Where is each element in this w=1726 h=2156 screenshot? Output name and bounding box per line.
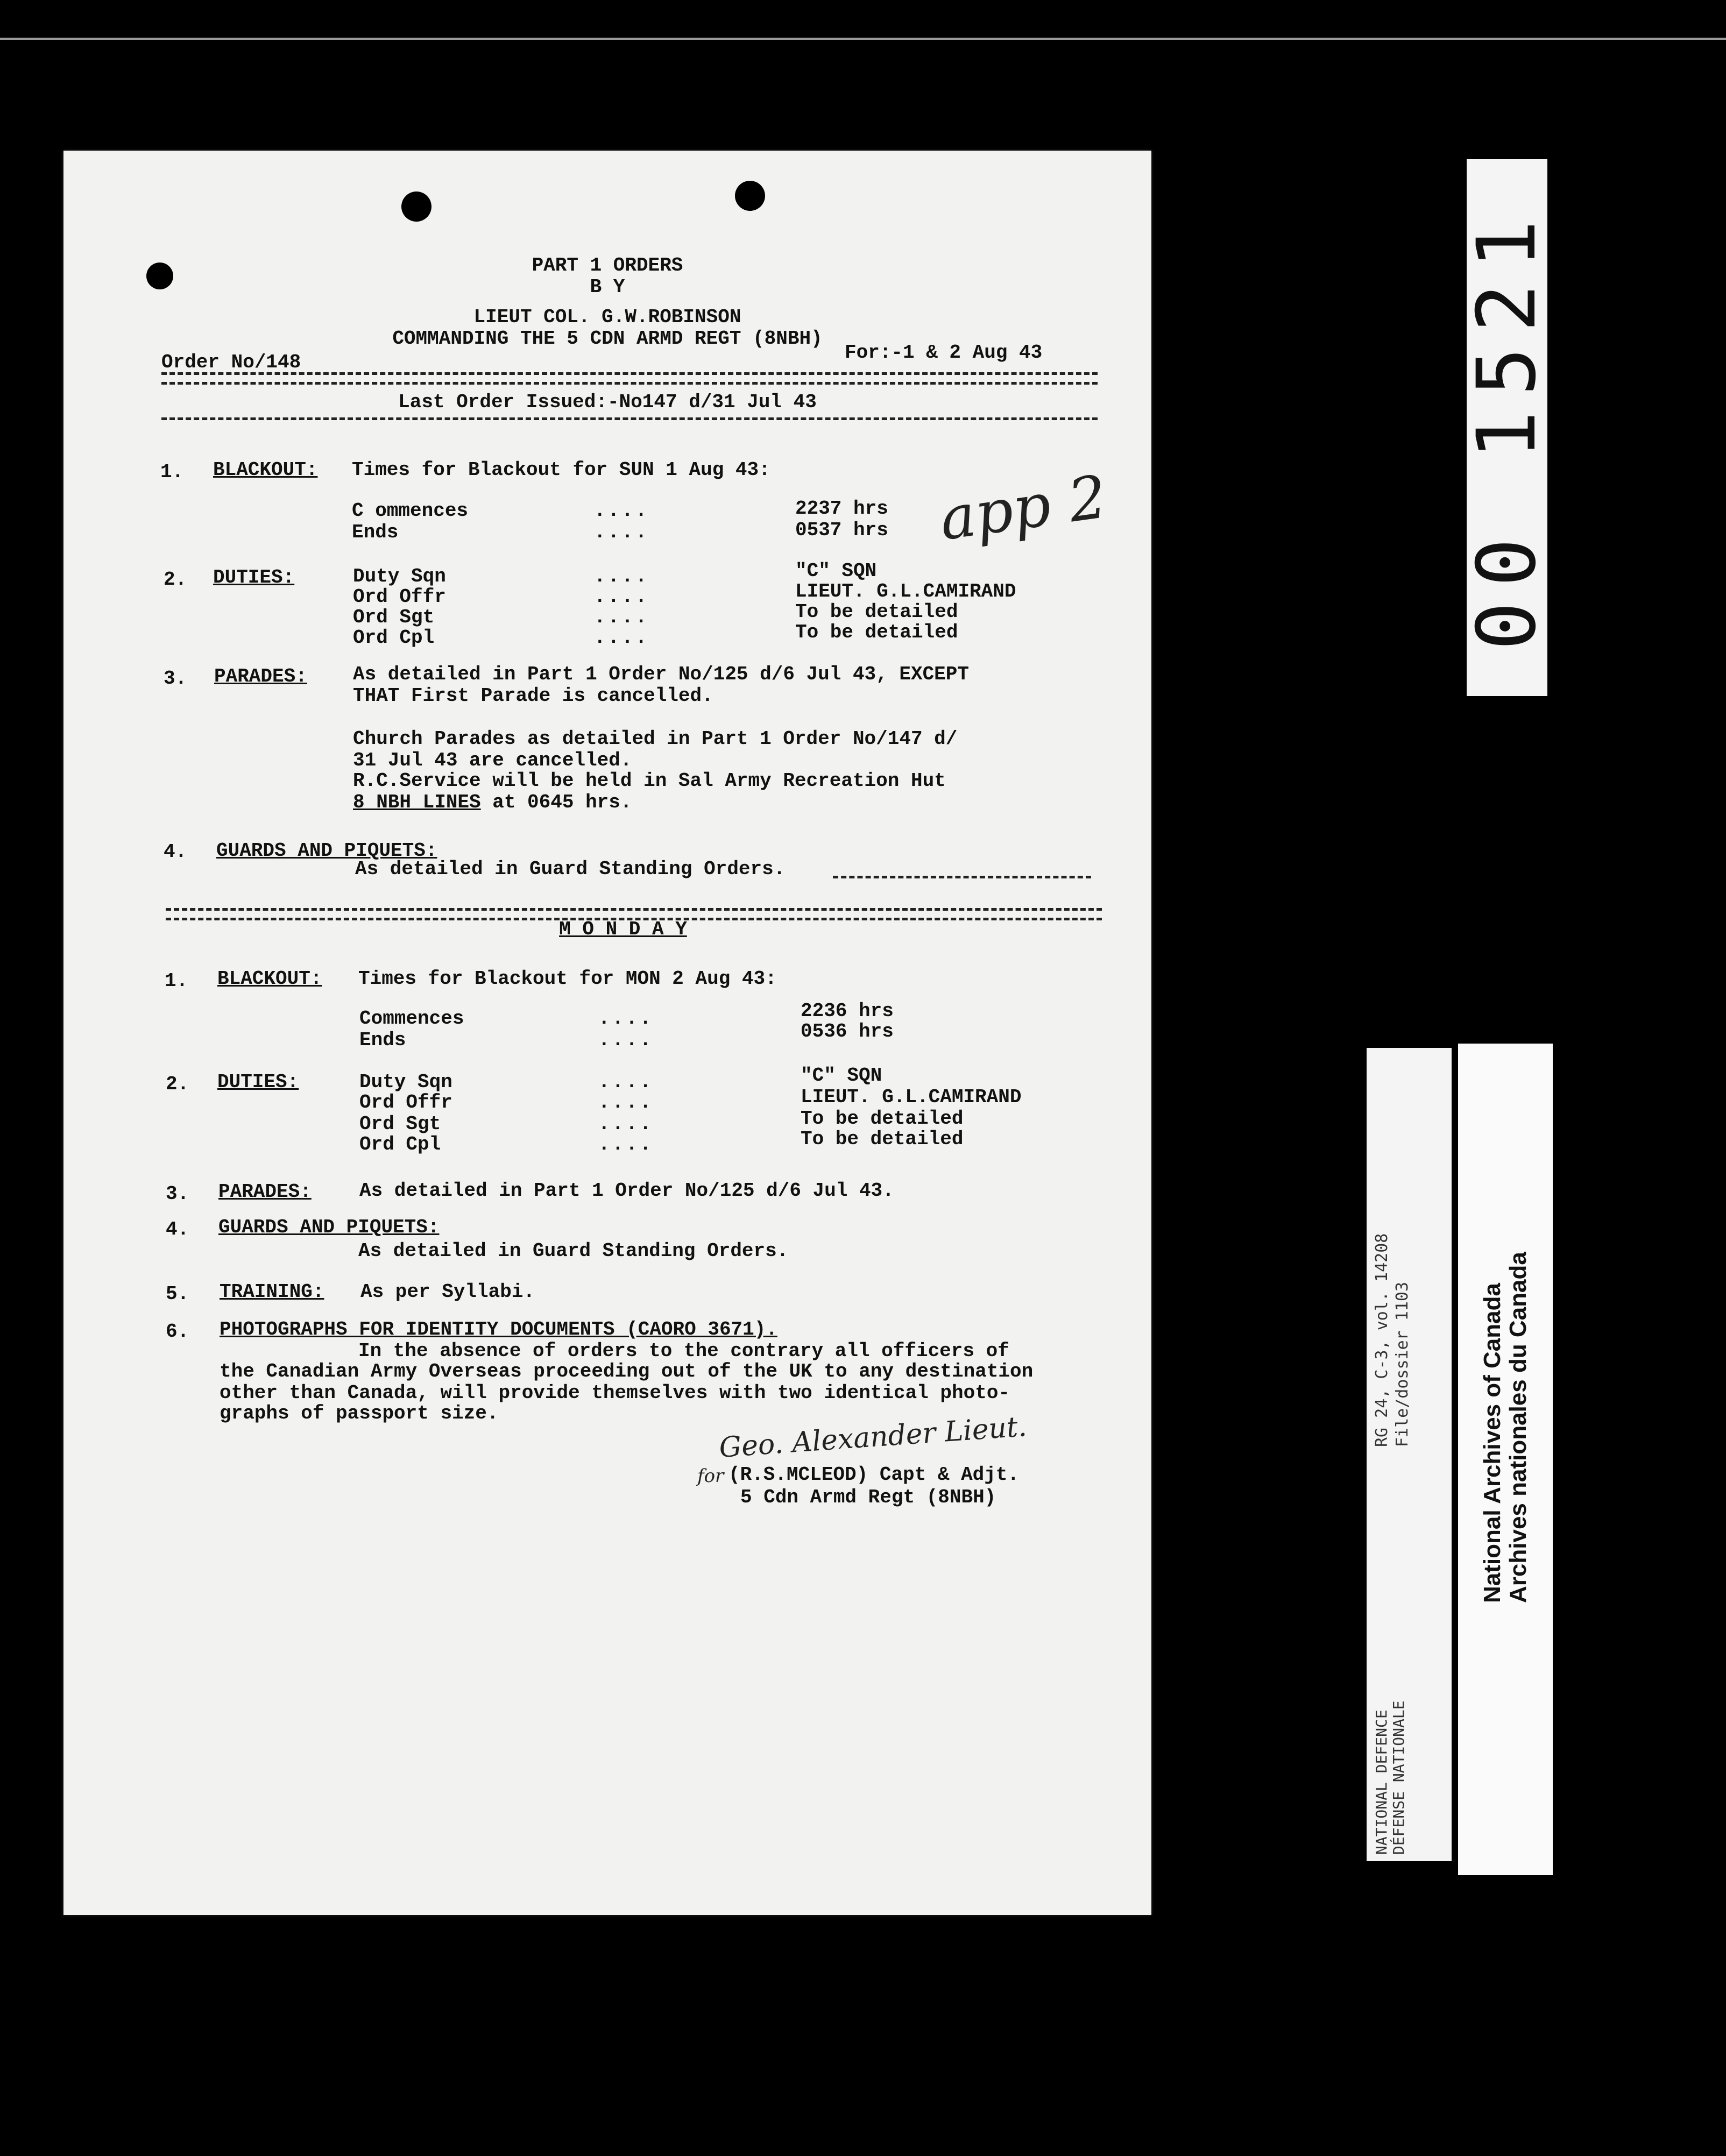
guards-heading: GUARDS AND PIQUETS: — [216, 840, 437, 862]
parades-line: R.C.Service will be held in Sal Army Recreation Hut — [353, 770, 946, 792]
leader-dots: .... — [594, 606, 649, 628]
commences-value: 2237 hrs — [795, 498, 888, 520]
handwritten-for: for — [697, 1465, 724, 1487]
reference-line-2: File/dossier 1103 — [1393, 1281, 1412, 1447]
leader-dots: .... — [594, 565, 649, 587]
scanner-frame-line — [0, 38, 1726, 40]
duty-label: Duty Sqn — [359, 1071, 452, 1093]
leader-dots: .... — [594, 521, 649, 543]
leader-dots: .... — [598, 1091, 654, 1114]
item-number: 4. — [164, 841, 187, 863]
national-archives-label — [1458, 1044, 1553, 1875]
parades-line: 31 Jul 43 are cancelled. — [353, 749, 632, 771]
dashed-rule — [166, 908, 1102, 911]
duty-label: Ord Sgt — [359, 1113, 441, 1135]
training-heading: TRAINING: — [220, 1281, 324, 1303]
archives-name-fr: Archives nationales du Canada — [1505, 1252, 1531, 1603]
commanding-unit: COMMANDING THE 5 CDN ARMD REGT (8NBH) — [392, 328, 823, 350]
archives-name-en: National Archives of Canada — [1479, 1283, 1505, 1603]
frame-number: 00 1521 — [1460, 204, 1554, 651]
item-number: 2. — [166, 1073, 189, 1095]
parades-line: As detailed in Part 1 Order No/125 d/6 Jul 43, EXCEPT — [353, 663, 969, 685]
dashed-rule — [161, 382, 1098, 385]
leader-dots: .... — [598, 1133, 654, 1155]
dept-line-2: DÉFENSE NATIONALE — [1390, 1700, 1407, 1855]
order-date: For:-1 & 2 Aug 43 — [845, 342, 1043, 364]
duty-value: "C" SQN — [801, 1065, 882, 1087]
leader-dots: .... — [598, 1071, 654, 1093]
signatory-unit: 5 Cdn Armd Regt (8NBH) — [740, 1486, 996, 1508]
dashed-rule — [161, 417, 1098, 420]
commences-label: C ommences — [352, 500, 469, 522]
training-text: As per Syllabi. — [360, 1281, 535, 1303]
duty-label: Ord Cpl — [353, 627, 435, 649]
duty-label: Ord Sgt — [353, 606, 435, 628]
blackout-text: Times for Blackout for SUN 1 Aug 43: — [352, 459, 770, 481]
duty-value: "C" SQN — [795, 560, 877, 582]
blackout-text: Times for Blackout for MON 2 Aug 43: — [358, 968, 777, 990]
leader-dots: .... — [598, 1113, 654, 1135]
item-number: 2. — [164, 569, 187, 591]
last-order-issued: Last Order Issued:-No147 d/31 Jul 43 — [398, 391, 817, 413]
duty-label: Ord Offr — [353, 586, 446, 608]
leader-dots: .... — [598, 1008, 654, 1030]
duty-label: Ord Offr — [359, 1091, 452, 1114]
ends-value: 0536 hrs — [801, 1020, 894, 1042]
duty-value: LIEUT. G.L.CAMIRAND — [801, 1086, 1022, 1108]
photographs-line: the Canadian Army Overseas proceeding out of the UK to any destination — [220, 1360, 1034, 1382]
guards-heading: GUARDS AND PIQUETS: — [218, 1216, 440, 1238]
duty-value: To be detailed — [795, 621, 958, 643]
duties-heading: DUTIES: — [213, 566, 295, 588]
ends-label: Ends — [359, 1029, 406, 1051]
photographs-line: In the absence of orders to the contrary all officers of — [358, 1340, 1009, 1362]
dashed-rule — [161, 372, 1098, 375]
parades-text: As detailed in Part 1 Order No/125 d/6 Jul 43. — [359, 1180, 894, 1202]
item-number: 4. — [166, 1218, 189, 1240]
duty-value: To be detailed — [795, 601, 958, 623]
blackout-heading: BLACKOUT: — [217, 968, 322, 990]
item-number: 6. — [166, 1321, 189, 1343]
duty-label: Ord Cpl — [359, 1133, 441, 1155]
punch-hole — [735, 181, 765, 211]
parades-location: 8 NBH LINES — [353, 791, 481, 813]
commences-value: 2236 hrs — [801, 1000, 894, 1022]
parades-heading: PARADES: — [214, 665, 307, 687]
item-number: 3. — [164, 668, 187, 690]
photographs-line: graphs of passport size. — [220, 1402, 499, 1424]
leader-dots: .... — [594, 586, 649, 608]
dept-line-1: NATIONAL DEFENCE — [1373, 1710, 1390, 1855]
leader-dots: .... — [594, 627, 649, 649]
commanding-officer: LIEUT COL. G.W.ROBINSON — [473, 306, 741, 328]
blackout-heading: BLACKOUT: — [213, 459, 318, 481]
ends-label: Ends — [352, 521, 399, 543]
archive-reference-label — [1367, 1048, 1452, 1861]
parades-line: THAT First Parade is cancelled. — [353, 685, 713, 707]
signatory-name: (R.S.MCLEOD) Capt & Adjt. — [728, 1464, 1020, 1486]
item-number: 1. — [160, 461, 184, 483]
duty-value: To be detailed — [801, 1108, 964, 1130]
punch-hole — [401, 192, 432, 222]
guards-text: As detailed in Guard Standing Orders. — [358, 1240, 789, 1262]
document-page — [63, 151, 1151, 1915]
frame-number-stamp — [1460, 159, 1554, 696]
photographs-line: other than Canada, will provide themselves with two identical photo- — [220, 1382, 1010, 1404]
duty-value: To be detailed — [801, 1128, 964, 1150]
reference-line-1: RG 24, C-3, vol. 14208 — [1373, 1233, 1391, 1447]
monday-title: M O N D A Y — [559, 918, 687, 940]
duty-value: LIEUT. G.L.CAMIRAND — [795, 580, 1016, 602]
item-number: 3. — [166, 1183, 189, 1205]
ends-value: 0537 hrs — [795, 519, 888, 541]
photographs-heading: PHOTOGRAPHS FOR IDENTITY DOCUMENTS (CAORO 3671). — [220, 1318, 777, 1341]
parades-time: at 0645 hrs. — [480, 791, 632, 813]
order-number: Order No/148 — [161, 351, 301, 373]
handwritten-signature: Geo. Alexander Lieut. — [718, 1410, 1028, 1464]
parades-heading: PARADES: — [218, 1181, 312, 1203]
parades-line: Church Parades as detailed in Part 1 Order No/147 d/ — [353, 728, 958, 750]
item-number: 1. — [165, 970, 188, 992]
dashed-rule — [833, 876, 1091, 878]
item-number: 5. — [166, 1283, 189, 1305]
leader-dots: .... — [594, 500, 649, 522]
leader-dots: .... — [598, 1029, 654, 1051]
handwritten-annotation: app 2 — [935, 462, 1111, 554]
orders-title: PART 1 ORDERS — [532, 254, 683, 276]
guards-text: As detailed in Guard Standing Orders. — [355, 858, 786, 880]
duty-label: Duty Sqn — [353, 565, 446, 587]
commences-label: Commences — [359, 1008, 464, 1030]
orders-by: B Y — [590, 276, 625, 298]
duties-heading: DUTIES: — [217, 1071, 299, 1093]
parades-line-location — [353, 792, 632, 813]
